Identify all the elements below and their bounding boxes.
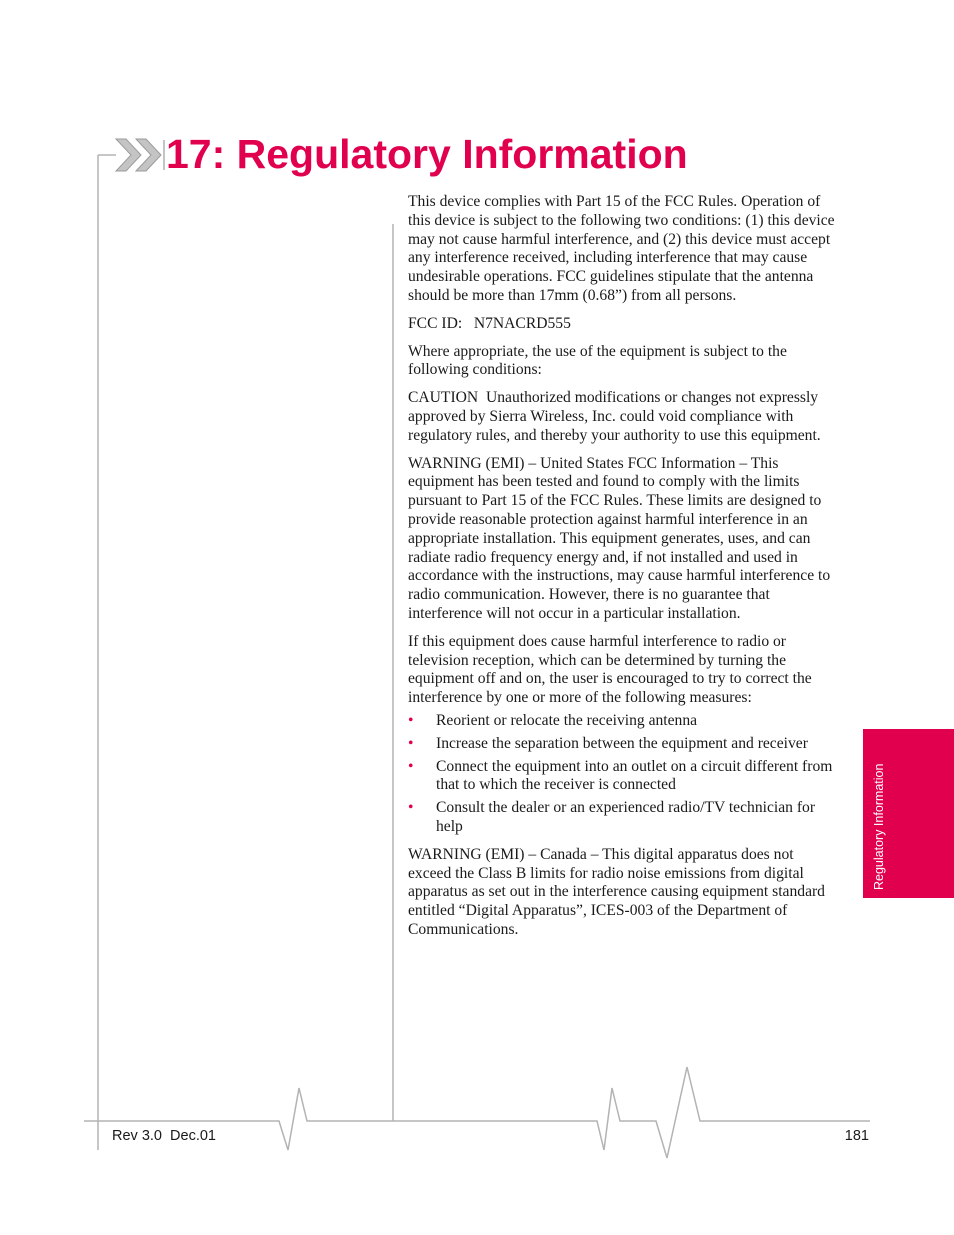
side-tab-section-marker [863,729,954,898]
list-item-text: Increase the separation between the equipment and receiver [436,734,808,752]
frame-rules [98,155,393,1150]
paragraph-caution: CAUTION Unauthorized modifications or changes not expressly approved by Sierra Wireless, Inc. could void compliance with regulatory rules, and thereby your authority to use this equipment. [408,389,821,444]
paragraph-fcc-compliance: This device complies with Part 15 of the FCC Rules. Operation of this device is subject to the following two conditions: (1) this device may not cause harmful interference, and (2) this device must accept any interference received, including interference that may cause undesirable operations. FCC guidelines stipulate that the antenna should be more than 17mm (0.68”) from all persons. [408,193,835,304]
paragraph-fcc-id: FCC ID: N7NACRD555 [408,314,571,332]
body-text-column [408,193,840,949]
bullet-icon: • [408,757,414,775]
bullet-icon: • [408,734,414,752]
double-chevron-icon [116,139,161,171]
footer-revision: Rev 3.0 Dec.01 [112,1128,216,1144]
list-item-text: Reorient or relocate the receiving antenna [436,711,698,729]
measures-list [408,712,840,837]
list-item [408,799,840,837]
chapter-title: 17: Regulatory Information [166,131,688,177]
list-item [408,712,840,731]
paragraph-warning-canada: WARNING (EMI) – Canada – This digital apparatus does not exceed the Class B limits for radio noise emissions from digital apparatus as set out in the interference causing equipment standard entitled “Digital Apparatus”, ICES-003 of the Department of Communications. [408,845,825,938]
list-item [408,758,840,796]
bullet-icon: • [408,711,414,729]
paragraph-conditions-intro: Where appropriate, the use of the equipment is subject to the following conditions: [408,342,787,379]
footer-page-number: 181 [844,1128,869,1144]
list-item-text: Connect the equipment into an outlet on a circuit different from that to which the receiver is connected [436,757,833,794]
side-tab-label: Regulatory Information [872,763,886,890]
bullet-icon: • [408,799,414,817]
paragraph-interference-measures: If this equipment does cause harmful interference to radio or television reception, which can be determined by turning the equipment off and on, the user is encouraged to try to correct the interference by one or more of the following measures: [408,632,812,707]
list-item-text: Consult the dealer or an experienced radio/TV technician for help [436,799,816,835]
list-item [408,735,840,754]
paragraph-warning-us: WARNING (EMI) – United States FCC Information – This equipment has been tested and found to comply with the limits pursuant to Part 15 of the FCC Rules. These limits are designed to provide reasonable protection against harmful interference in an appropriate installation. This equipment generates, uses, and can radiate radio frequency energy and, if not installed and used in accordance with the instructions, may cause harmful interference to radio communication. However, there is no guarantee that interference will not occur in a particular installation. [408,454,831,622]
